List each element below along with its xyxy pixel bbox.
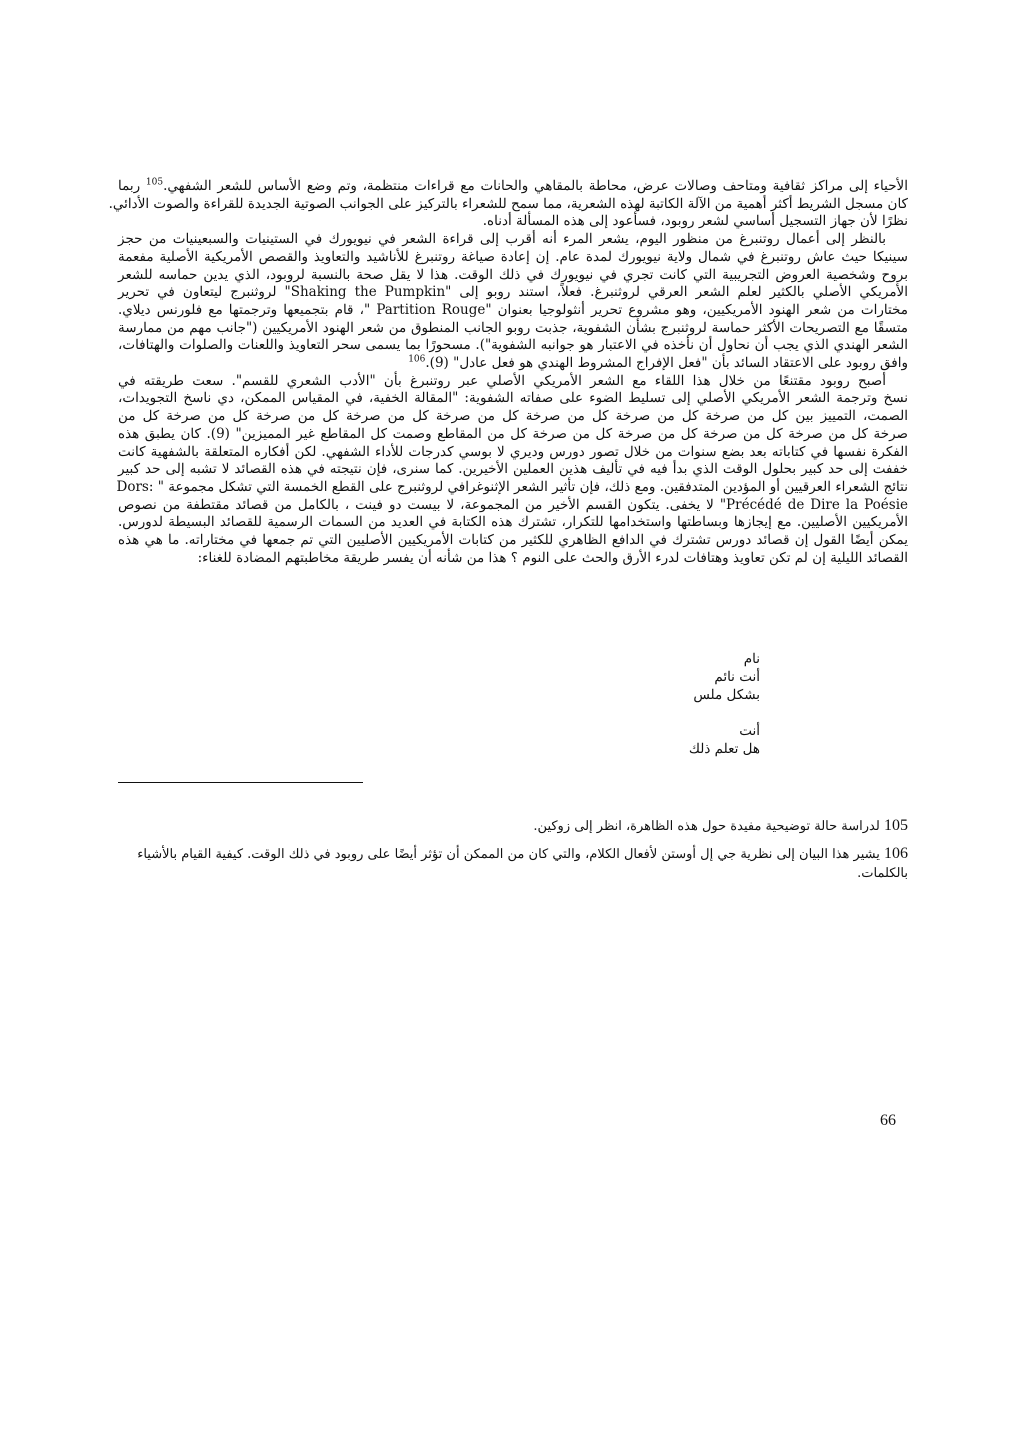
body-line: القصائد الليلية إن لم تكن تعاويذ وهتافات لدرء الأرق والحث على النوم ؟ هذا من شأنه أن يفسر طريقة مخاطبتهم المضادة للغناء: bbox=[197, 549, 908, 566]
body-line: مختارات من شعر الهنود الأمريكيين، وهو مشروع تحرير أنثولوجيا بعنوان "Partition Rouge "، قام بتجميعها وترجمتها مع فلورنس ديلاي. bbox=[118, 301, 908, 318]
poem-verse: أنت نائم bbox=[714, 669, 760, 685]
body-line: الأمريكيين الأصليين. مع إيجازها وبساطتها واستخدامها للتكرار، تشترك هذه الكتابة في العديد من السمات الرسمية للقصائد البسيطة لدورس. bbox=[118, 514, 908, 531]
body-line: Précédé de Dire la Poésie" لا يخفى. يتكون القسم الأخير من المجموعة، لا بيست دو فينت ، بالكامل من قصائد مقتطفة من نصوص bbox=[118, 496, 909, 513]
footnotes bbox=[118, 816, 908, 891]
body-line: يمكن أيضًا القول إن قصائد دورس تشترك في الدافع الظاهري للكثير من كتابات الأمريكيين الأصليين التي تم جمعها في مختاراته. ما هي هذه bbox=[118, 532, 908, 549]
footnote-number: 106 bbox=[884, 845, 908, 862]
body-line: الأمريكي الأصلي بالكثير لعلم الشعر العرقي لروثنبرغ. فعلاً، استند روبو إلى "Shaking the Pumpkin" لروثنبرج ليتعاون في تحرير bbox=[118, 284, 909, 301]
footnote-ref[interactable]: 106 bbox=[408, 354, 426, 365]
body-line: الفكرة نفسها في كتاباته بعد بضع سنوات من خلال تصور دورس وديري لا بوسي كدرجات للأداء الشفهي. لكن أفكاره المتعلقة بالشفهية كانت bbox=[118, 443, 908, 460]
footnote-ref[interactable]: 105 bbox=[145, 177, 164, 188]
footnote-separator bbox=[118, 782, 363, 783]
body-line: أصبح روبود مقتنعًا من خلال هذا اللقاء مع الشعر الأمريكي الأصلي عبر روتنبرغ بأن "الأدب الشعري للقسم". سعت طريقته في bbox=[118, 372, 886, 389]
body-line: خففت إلى حد كبير بحلول الوقت الذي بدأ فيه في تأليف هذين العملين الأخيرين. كما سنرى، فإن نتيجته في هذه القصائد لا تشبه إلى حد كبير bbox=[118, 461, 908, 478]
poem-stanza bbox=[560, 650, 760, 704]
body-text bbox=[108, 177, 909, 567]
body-line: بالنظر إلى أعمال روتنبرغ من منظور اليوم، يشعر المرء أنه أقرب إلى قراءة الشعر في نيويورك في الستينيات والسبعينيات من حجز bbox=[118, 231, 886, 248]
poem bbox=[560, 650, 760, 776]
footnote-106 bbox=[118, 844, 908, 883]
body-line: الشعر الهندي الذي يجب أن نحاول أن نأخذه في الاعتبار هو جوانبه الشفوية"). مسحورًا بما يسمى سحر التعاويذ واللعنات والصلوات والهتافات، bbox=[118, 337, 908, 354]
body-line: نسخ وترجمة الشعر الأمريكي الأصلي إلى تسليط الضوء على صفاته الشفوية: "المقالة الخفية، في المقياس الممكن، دي ناسخ التجويدات، bbox=[118, 390, 908, 407]
body-line: نتائج الشعراء العرقيين أو المؤدين المتدفقين. ومع ذلك، فإن تأثير الشعر الإثنوغرافي لروثنبرج على القطع الخمسة التي تشكل مجموعة " :Dors bbox=[116, 478, 908, 495]
footnote-text: لدراسة حالة توضيحية مفيدة حول هذه الظاهرة، انظر إلى زوكين. bbox=[533, 819, 880, 834]
body-line: الأحياء إلى مراكز ثقافية ومتاحف وصالات عرض، محاطة بالمقاهي والحانات مع قراءات منتظمة، وتم وضع الأساس للشعر الشفهي.$^{105}$ ربما bbox=[118, 177, 908, 194]
poem-stanza bbox=[560, 722, 760, 758]
page-number: 66 bbox=[880, 1112, 896, 1129]
poem-verse: أنت bbox=[739, 723, 760, 739]
body-line: نظرًا لأن جهاز التسجيل أساسي لشعر روبود، فسأعود إلى هذه المسألة أدناه. bbox=[482, 213, 908, 230]
body-line: كان مسجل الشريط أكثر أهمية من الآلة الكاتبة لهذه الشعرية، مما سمح للشعراء بالتركيز على الجوانب الصوتية الجديدة للقراءة والصوت الأدائي. bbox=[108, 195, 908, 212]
footnote-105 bbox=[118, 816, 908, 836]
body-line: الصمت، التمييز بين كل من صرخة كل من صرخة كل من صرخة كل من صرخة كل من صرخة كل من صرخة كل من صرخة كل من bbox=[118, 408, 908, 425]
body-line: سينيكا حيث عاش روتنبرغ في شمال ولاية نيويورك لمدة عام. إن إعادة صياغة روتنبرغ للأناشيد والتعاويذ والقصص الأمريكية الأصلية مفعمة bbox=[118, 248, 908, 265]
poem-verse: نام bbox=[743, 651, 760, 667]
footnote-text: يشير هذا البيان إلى نظرية جي إل أوستن لأفعال الكلام، والتي كان من الممكن أن تؤثر أيضًا على روبود في ذلك الوقت. كيفية القيام بالأشياء بالكلمات. bbox=[137, 847, 908, 881]
body-line: وافق روبود على الاعتقاد السائد بأن "فعل الإفراج المشروط الهندي هو فعل عادل" (9).$^{106}$ bbox=[408, 354, 908, 372]
poem-verse: بشكل ملس bbox=[693, 687, 760, 703]
body-line: صرخة كل من صرخة كل من صرخة كل من صرخة كل من صرخة كل من المقاطع وصمت كل المقاطع غير المميزين" (9). كان يطبق هذه bbox=[118, 425, 908, 442]
body-line: بروح وشخصية العروض التجريبية التي كانت تجري في نيويورك في ذلك الوقت. هذا لا يقل صحة بالنسبة لروبود، الذي يدين حماسه للشعر bbox=[118, 266, 908, 283]
body-line: متسقًا مع التصريحات الأكثر حماسة لروثنبرج بشأن الشفوية، جذبت روبو الجانب المنطوق من شعر الهنود الأمريكيين ("جانب مهم من ممارسة bbox=[118, 319, 908, 336]
poem-verse: هل تعلم ذلك bbox=[688, 741, 760, 757]
footnote-number: 105 bbox=[884, 817, 908, 834]
